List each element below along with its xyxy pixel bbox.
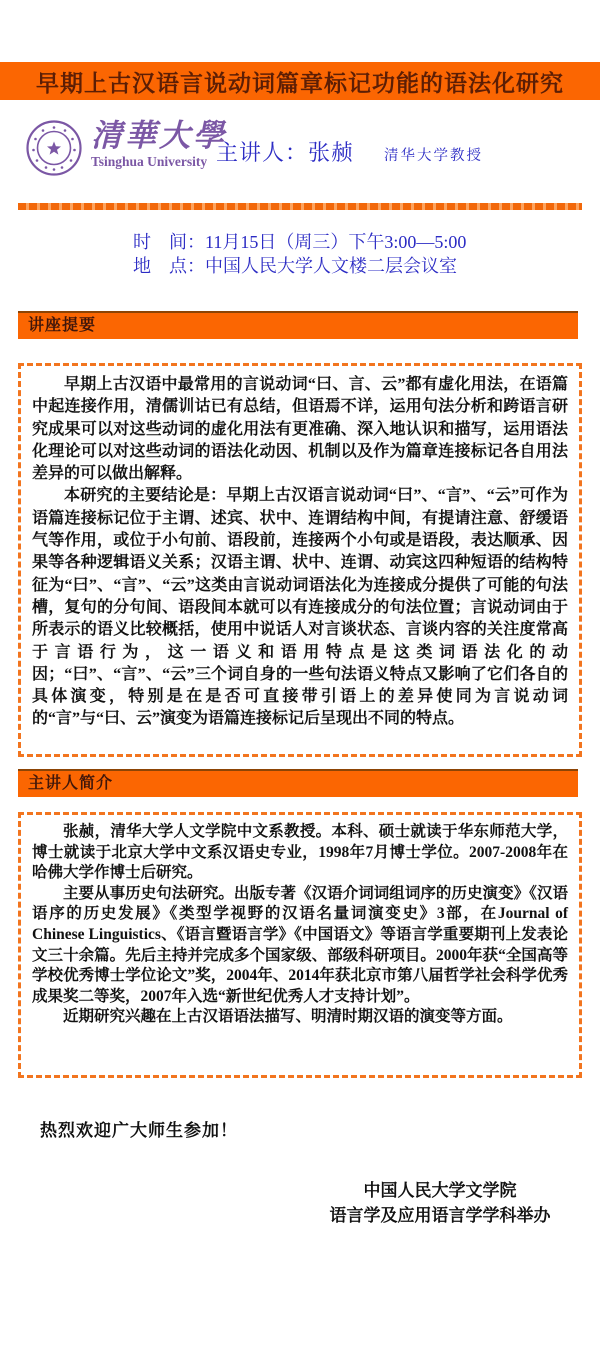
logo-wordmark xyxy=(91,119,227,170)
speaker-line xyxy=(216,136,483,167)
event-place: 地 点：中国人民大学人文楼二层会议室 xyxy=(133,256,457,276)
speaker-name: 主讲人：张赪 xyxy=(216,140,355,165)
organizer-credit xyxy=(300,1178,580,1228)
welcome-line: 热烈欢迎广大师生参加！ xyxy=(40,1121,238,1140)
logo-english-name: Tsinghua University xyxy=(91,154,208,169)
organizer-line: 中国人民大学文学院 xyxy=(363,1181,517,1200)
section-header-abstract: 讲座提要 xyxy=(18,311,578,339)
abstract-paragraph: 本研究的主要结论是：早期上古汉语言说动词“曰”、“言”、“云”可作为语篇连接标记位于主谓、述宾、状中、连谓结构中间，有提请注意、舒缓语气等作用，或位于小句前、语段前，连接两个小句或是语段，表达顺承、因果等各种逻辑语义关系；汉语主谓、状中、连谓、动宾这四种短语的结构特征为“曰”、“言”、“云”这类由言说动词语法化为连接成分提供了可能的句法槽，复句的分句间、语段间本就可以有连接成分的句法位置；言说动词由于所表示的语义比较概括，使用中说话人对言谈状态、言谈内容的关注度常高于言语行为，这一语义和语用特点是这类词语法化的动因；“曰”、“言”、“云”三个词自身的一些句法语义特点又影响了它们各自的具体演变，特别是在是否可直接带引语上的差异使同为言说动词的“言”与“曰、云”演变为语篇连接标记后呈现出不同的特点。 xyxy=(32,487,568,728)
tsinghua-seal-icon xyxy=(25,119,83,177)
bio-box xyxy=(18,812,582,1078)
orange-dashed-divider xyxy=(18,203,582,210)
event-time: 时 间：11月15日（周三）下午3:00—5:00 xyxy=(133,232,467,252)
university-logo xyxy=(25,119,227,177)
speaker-affiliation: 清华大学教授 xyxy=(384,148,484,164)
bio-paragraph: 近期研究兴趣在上古汉语语法描写、明清时期汉语的演变等方面。 xyxy=(63,1008,513,1026)
page-title: 早期上古汉语言说动词篇章标记功能的语法化研究 xyxy=(36,70,564,96)
bio-paragraph: 主要从事历史句法研究。出版专著《汉语介词词组词序的历史演变》《汉语语序的历史发展》《类型学视野的汉语名量词演变史》3部，在Journal of Chinese Linguistics、《语言暨语言学》《中国语文》等语言学重要期刊上发表论文三十余篇。先后主持并完成多个国家级、部级科研项目。2000年获“全国高等学校优秀博士学位论文”奖，2004年、2014年获北京市第八届哲学社会科学优秀成果奖二等奖，2007年入选“新世纪优秀人才支持计划”。 xyxy=(32,884,568,1005)
abstract-paragraph: 早期上古汉语中最常用的言说动词“曰、言、云”都有虚化用法，在语篇中起连接作用，清儒训诂已有总结，但语焉不详，运用句法分析和跨语言研究成果可以对这些动词的虚化用法有更准确、深入地认识和描写，运用语法化理论可以对这些动词的语法化动因、机制以及作为篇章连接标记各自用法差异的可以做出解释。 xyxy=(32,376,568,483)
section-header-bio: 主讲人简介 xyxy=(18,769,578,797)
event-info xyxy=(133,230,466,278)
title-banner xyxy=(0,62,600,100)
organizer-line: 语言学及应用语言学学科举办 xyxy=(329,1206,551,1225)
logo-chinese-name: 清華大學 xyxy=(91,118,227,154)
bio-paragraph: 张赪，清华大学人文学院中文系教授。本科、硕士就读于华东师范大学，博士就读于北京大学中文系汉语史专业，1998年7月博士学位。2007-2008年在哈佛大学作博士后研究。 xyxy=(32,823,568,882)
abstract-box xyxy=(18,363,582,757)
